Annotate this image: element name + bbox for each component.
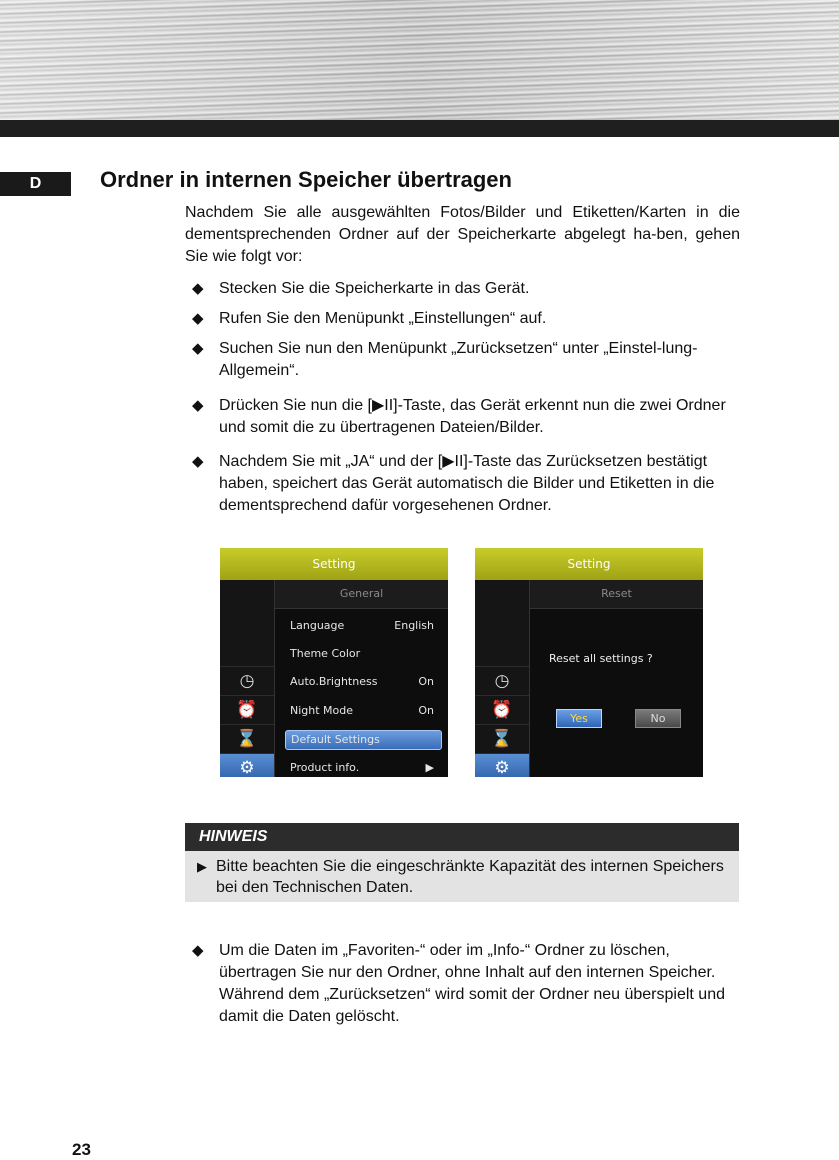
clock-icon: ◷ <box>220 666 274 695</box>
diamond-bullet-icon: ◆ <box>192 453 204 470</box>
note-heading: HINWEIS <box>185 823 739 851</box>
setting-row-default-settings: Default Settings <box>275 726 448 754</box>
final-step-item: ◆ Um die Daten im „Favoriten-“ oder im „Info-“ Ordner zu löschen, übertragen Sie nur den Ordner, ohne Inhalt auf den internen Speicher. Während dem „Zurücksetzen“ wird somit der Ordner neu überspielt und damit die Daten gelöscht. <box>192 942 725 1025</box>
screen-title: Setting <box>220 548 448 580</box>
page-number: 23 <box>72 1140 91 1159</box>
screen-subtitle: Reset <box>530 580 703 609</box>
reset-question: Reset all settings ? <box>549 652 653 665</box>
yes-button: Yes <box>556 709 602 728</box>
header-decoration <box>0 0 839 120</box>
setting-row-language: Language English <box>290 619 434 632</box>
note-text: Bitte beachten Sie die eingeschränkte Kapazität des internen Speichers bei den Technischen Daten. <box>216 858 724 896</box>
screen-sidebar <box>220 580 275 777</box>
setting-row-auto-brightness: Auto.Brightness On <box>290 675 434 688</box>
intro-paragraph: Nachdem Sie alle ausgewählten Fotos/Bilder und Etiketten/Karten in die dementsprechenden Ordner auf der Speicherkarte abgelegt ha-ben, gehen Sie wie folgt vor: <box>185 204 740 265</box>
hourglass-icon: ⌛ <box>220 724 274 753</box>
step-item: ◆ Rufen Sie den Menüpunkt „Einstellungen“ auf. <box>192 308 737 330</box>
screen-sidebar <box>475 580 530 777</box>
diamond-bullet-icon: ◆ <box>192 340 204 357</box>
gear-icon: ⚙ <box>475 753 529 777</box>
diamond-bullet-icon: ◆ <box>192 280 204 297</box>
diamond-bullet-icon: ◆ <box>192 397 204 414</box>
diamond-bullet-icon: ◆ <box>192 310 204 327</box>
clock-icon: ◷ <box>475 666 529 695</box>
settings-reset-screenshot <box>475 548 703 777</box>
settings-general-screenshot <box>220 548 448 777</box>
note-box <box>185 851 739 902</box>
screen-subtitle: General <box>275 580 448 609</box>
step-item: ◆ Nachdem Sie mit „JA“ und der [▶II]-Taste das Zurücksetzen bestätigt haben, speichert das Gerät automatisch die Bilder und Etiketten in die dementsprechend dafür vorgesehenen Ordner. <box>192 453 715 514</box>
step-item: ◆ Suchen Sie nun den Menüpunkt „Zurücksetzen“ unter „Einstel-lung-Allgemein“. <box>192 340 698 379</box>
section-title: Ordner in internen Speicher übertragen <box>100 167 512 192</box>
arrow-right-icon: ▶ <box>197 859 207 874</box>
diamond-bullet-icon: ◆ <box>192 942 204 959</box>
language-tab: D <box>0 172 71 196</box>
screen-title: Setting <box>475 548 703 580</box>
chevron-right-icon: ▶ <box>425 761 434 774</box>
setting-row-night-mode: Night Mode On <box>290 704 434 717</box>
gear-icon: ⚙ <box>220 753 274 777</box>
step-item: ◆ Drücken Sie nun die [▶II]-Taste, das Gerät erkennt nun die zwei Ordner und somit die zu übertragenen Dateien/Bilder. <box>192 397 726 436</box>
no-button: No <box>635 709 681 728</box>
alarm-icon: ⏰ <box>475 695 529 724</box>
hourglass-icon: ⌛ <box>475 724 529 753</box>
setting-row-theme-color: Theme Color <box>290 647 361 660</box>
header-bar <box>0 120 839 137</box>
setting-row-product-info: Product info. ▶ <box>275 754 448 777</box>
alarm-icon: ⏰ <box>220 695 274 724</box>
step-item: ◆ Stecken Sie die Speicherkarte in das Gerät. <box>192 278 737 300</box>
